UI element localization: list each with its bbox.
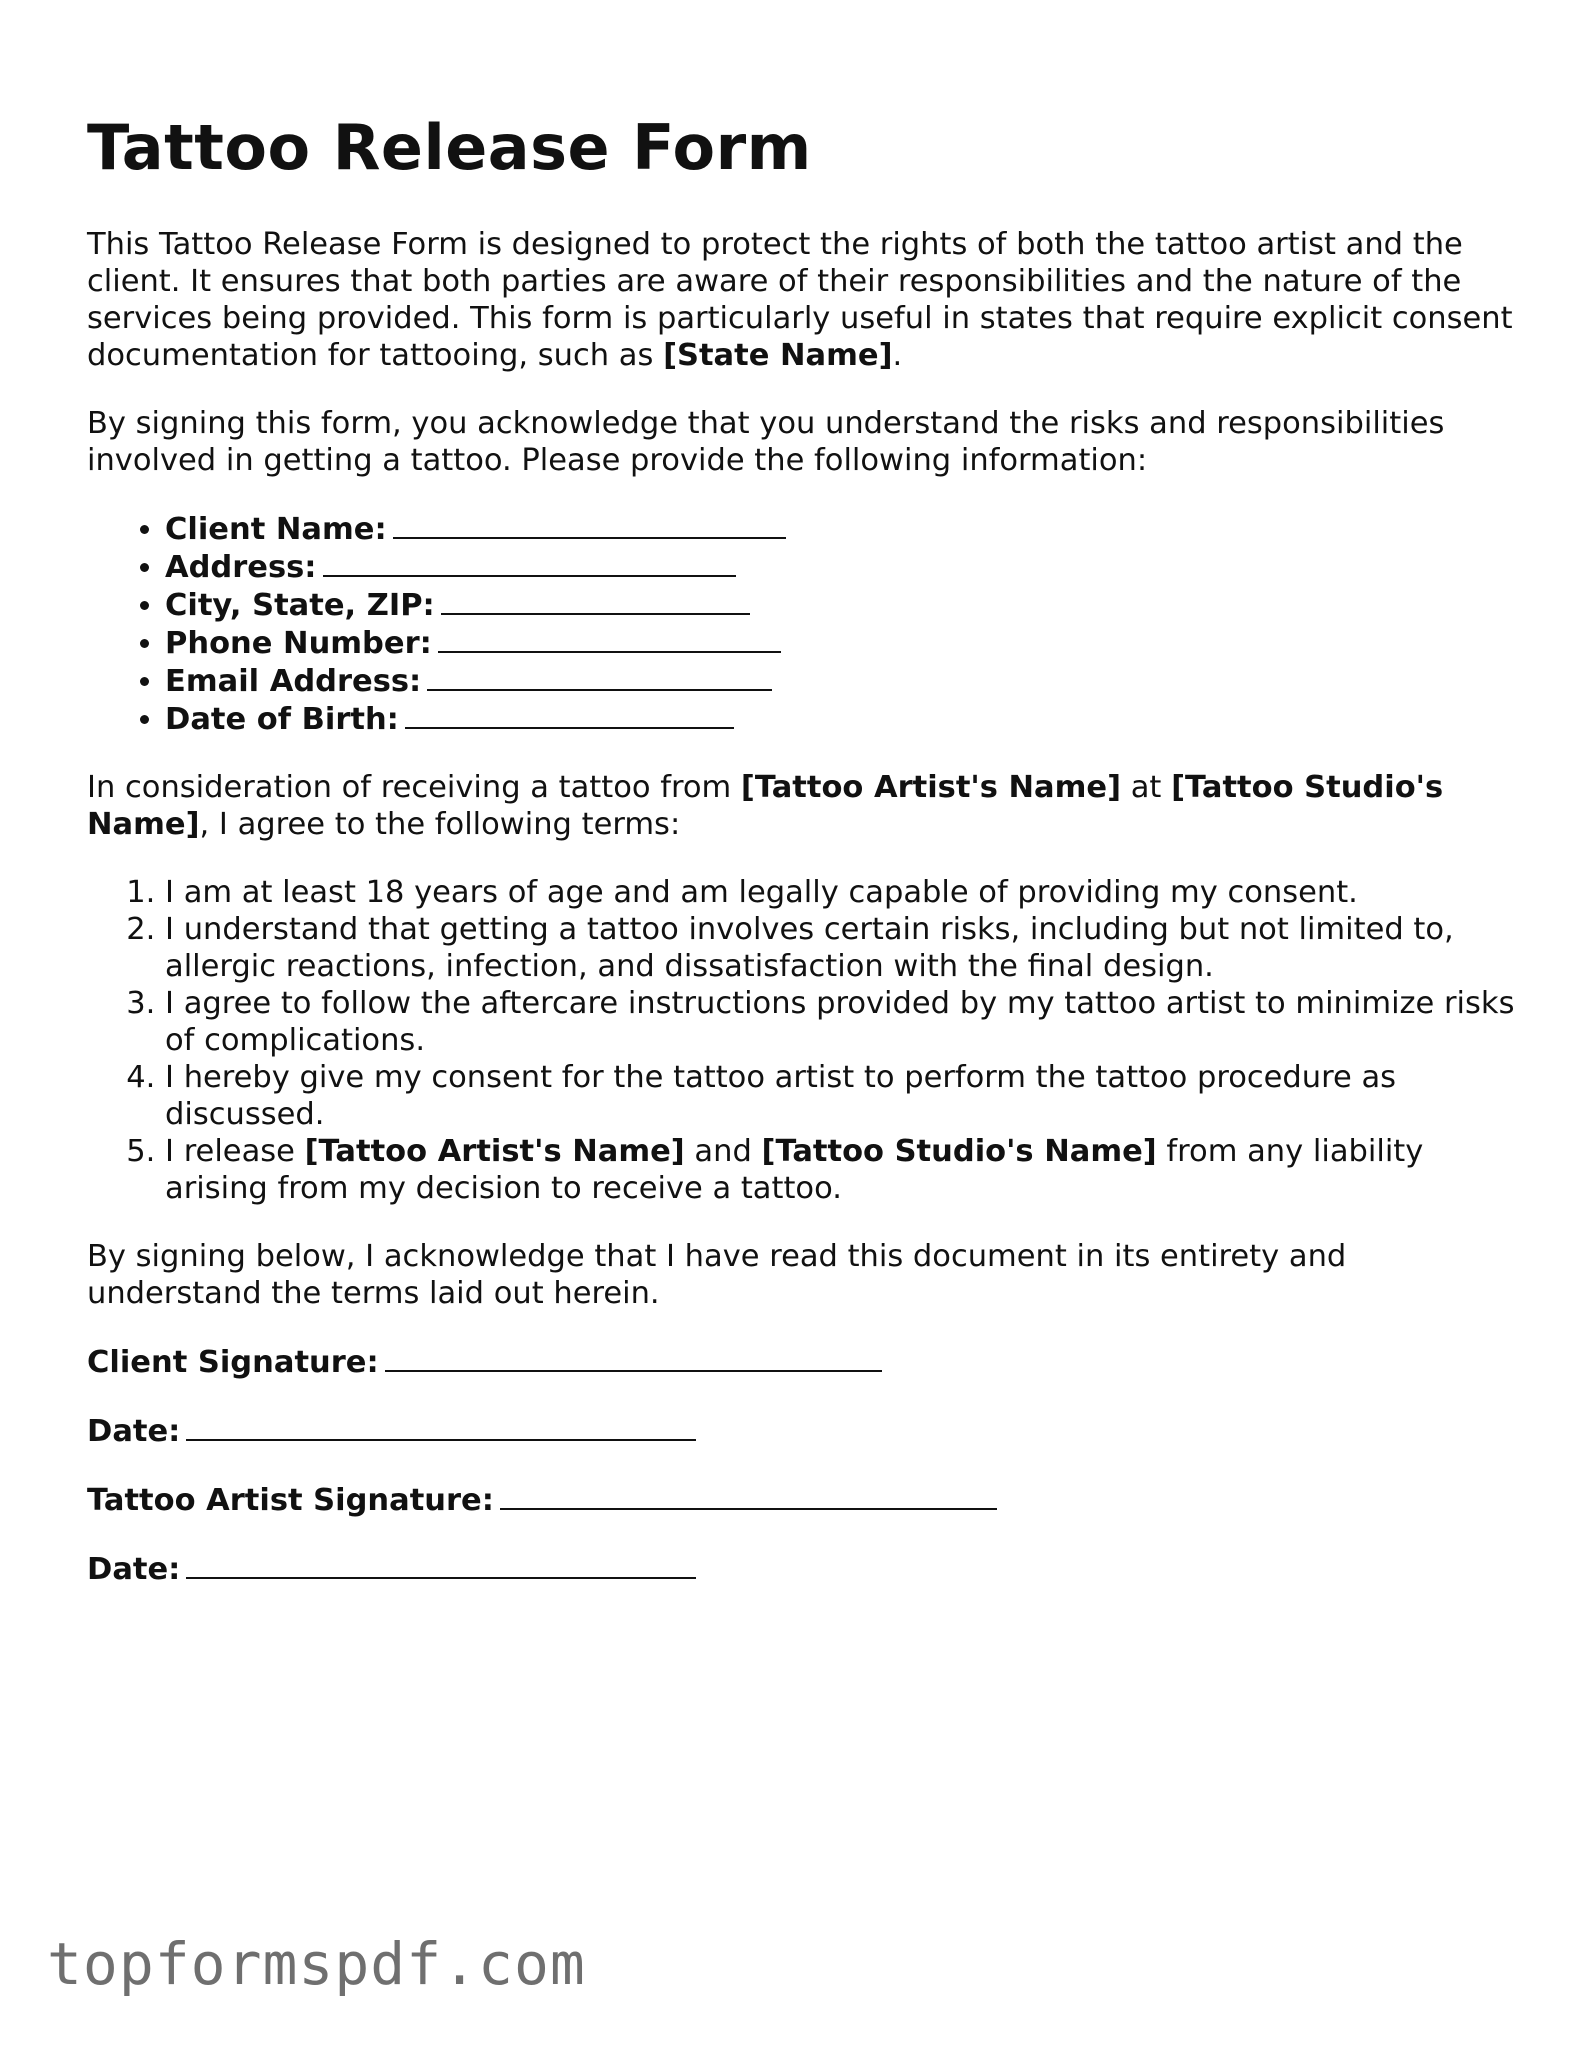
- term-text: from any liability arising from my decision to receive a tattoo.: [165, 1134, 1424, 1206]
- consideration-text: , I agree to the following terms:: [199, 807, 681, 842]
- date-label: Date:: [87, 1414, 181, 1449]
- intro-text: This Tattoo Release Form is designed to protect the rights of both the tattoo artist and the client. It ensures that both parties are aware of their responsibilities and the nature of the services being provided. This form is particularly useful in states that require explicit consent documentation for tattooing, such as: [87, 227, 1513, 373]
- client-name-field[interactable]: [393, 510, 786, 539]
- list-item: [165, 700, 1517, 738]
- list-item: [165, 662, 1517, 700]
- client-signature-row: [87, 1343, 1517, 1381]
- artist-signature-row: [87, 1481, 1517, 1519]
- studio-placeholder: [Tattoo Studio's Name]: [761, 1134, 1157, 1169]
- intro-paragraph: [87, 226, 1517, 374]
- consideration-text: at: [1121, 770, 1172, 805]
- artist-signature-field[interactable]: [500, 1481, 997, 1510]
- phone-number-field[interactable]: [438, 624, 781, 653]
- term-item: 4. I hereby give my consent for the tattoo artist to perform the tattoo procedure as discussed.: [165, 1059, 1517, 1133]
- page-title: Tattoo Release Form: [87, 111, 812, 184]
- address-field[interactable]: [323, 548, 736, 577]
- city-state-zip-field[interactable]: [441, 586, 750, 615]
- acknowledge-paragraph: By signing this form, you acknowledge that you understand the risks and responsibilities involved in getting a tattoo. Please provide the following information:: [87, 406, 1445, 478]
- consideration-paragraph: [87, 769, 1517, 843]
- field-label: Phone Number:: [165, 626, 432, 661]
- field-label: Address:: [165, 550, 317, 585]
- term-text: I release: [165, 1134, 305, 1169]
- term-item: [165, 1133, 1517, 1207]
- terms-list: [87, 874, 1517, 1207]
- intro-end: .: [892, 338, 903, 373]
- email-address-field[interactable]: [427, 662, 772, 691]
- list-item: [165, 586, 1517, 624]
- watermark: topformspdf.com: [47, 1930, 586, 1998]
- list-item: [165, 510, 1517, 548]
- term-item: 3. I agree to follow the aftercare instructions provided by my tattoo artist to minimize risks of complications.: [165, 985, 1517, 1059]
- field-label: Client Name:: [165, 512, 387, 547]
- client-info-list: [87, 510, 1517, 738]
- artist-signature-label: Tattoo Artist Signature:: [87, 1483, 494, 1518]
- artist-placeholder: [Tattoo Artist's Name]: [304, 1134, 685, 1169]
- artist-placeholder: [Tattoo Artist's Name]: [740, 770, 1122, 805]
- field-label: Date of Birth:: [165, 702, 399, 737]
- term-text: and: [684, 1134, 762, 1169]
- field-label: City, State, ZIP:: [165, 588, 435, 623]
- field-label: Email Address:: [165, 664, 422, 699]
- client-signature-label: Client Signature:: [87, 1345, 379, 1380]
- consideration-text: In consideration of receiving a tattoo from: [87, 770, 741, 805]
- document-page: [87, 108, 1517, 1619]
- term-item: 2. I understand that getting a tattoo involves certain risks, including but not limited to, allergic reactions, infection, and dissatisfaction with the final design.: [165, 911, 1517, 985]
- date-field[interactable]: [186, 1412, 696, 1441]
- state-placeholder: [State Name]: [663, 338, 893, 373]
- term-item: 1. I am at least 18 years of age and am legally capable of providing my consent.: [165, 874, 1517, 911]
- client-signature-field[interactable]: [385, 1343, 882, 1372]
- list-item: [165, 624, 1517, 662]
- studio-placeholder: [Tattoo Studio's Name]: [87, 770, 1444, 842]
- date-of-birth-field[interactable]: [405, 700, 734, 729]
- date-field[interactable]: [186, 1550, 696, 1579]
- date-row: [87, 1412, 1517, 1450]
- list-item: [165, 548, 1517, 586]
- date-row: [87, 1550, 1517, 1588]
- closing-paragraph: By signing below, I acknowledge that I have read this document in its entirety and understand the terms laid out herein.: [87, 1239, 1347, 1311]
- date-label: Date:: [87, 1552, 181, 1587]
